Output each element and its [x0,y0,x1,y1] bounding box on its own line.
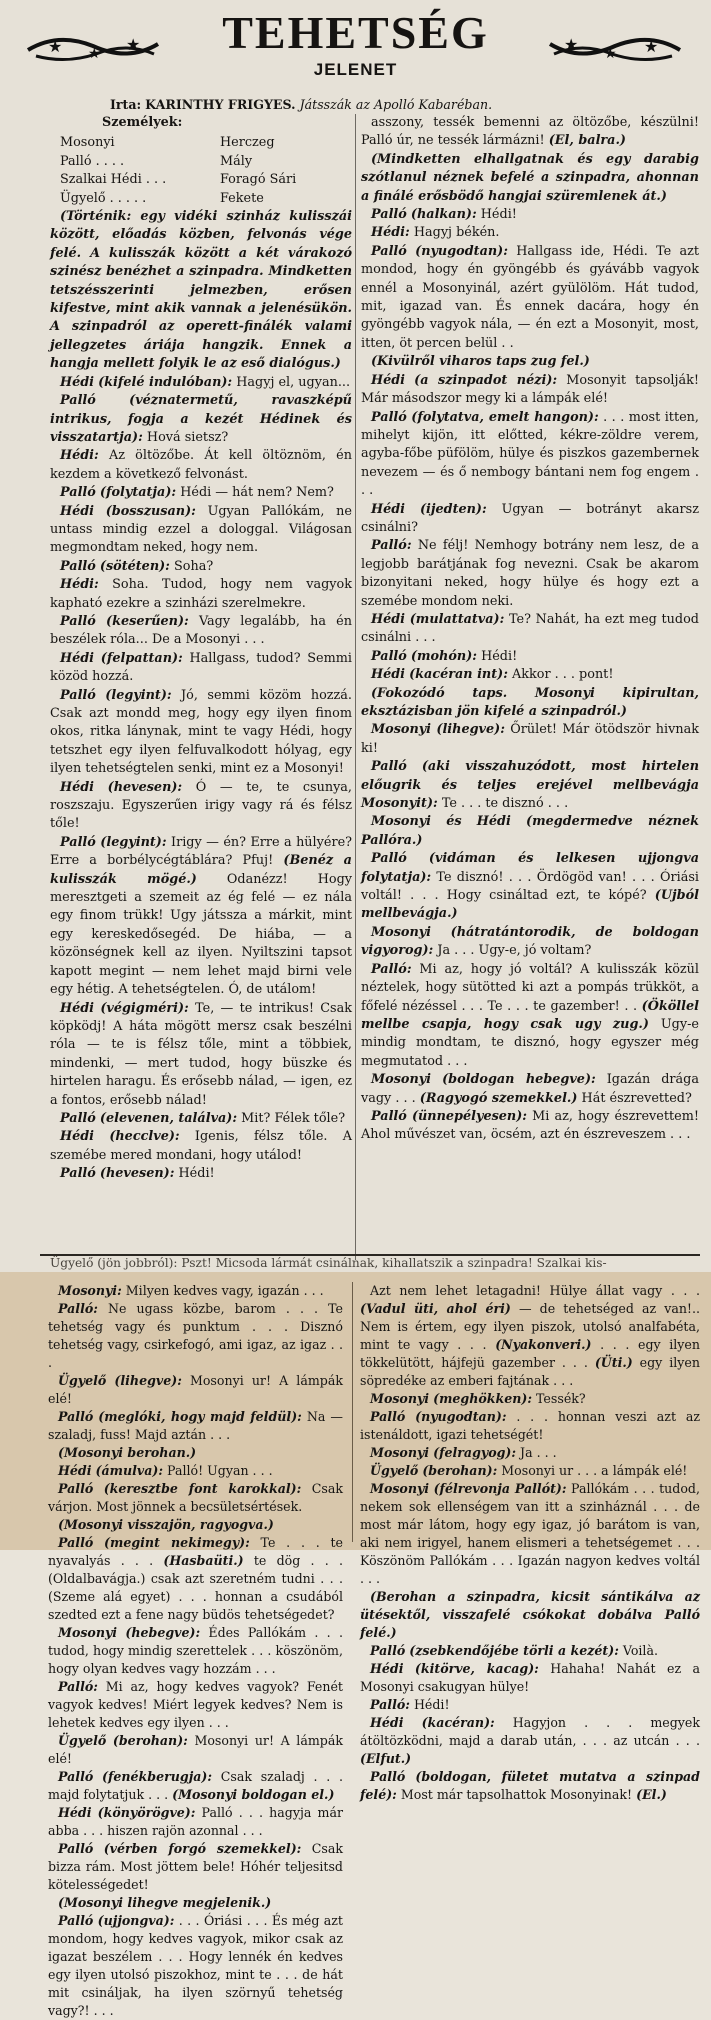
dialogue-line [50,447,352,484]
stage-direction: (ijedten): [419,501,487,517]
dialogue-line [50,1128,352,1165]
stage-direction: (kifelé indulóban): [98,374,233,390]
lower-clipping [0,1272,711,2018]
stage-direction: (a szinpadot nézi): [414,372,558,388]
speaker-name: Palló [371,207,407,223]
speaker-name: Palló: [371,961,412,977]
stage-direction: (megint nekimegy): [104,1535,250,1550]
dialogue-line [50,576,352,613]
dialogue-line [48,1480,343,1516]
dialogue-text: Ugyan Pallókám, ne untass mindig ezzel a dologgal. Világosan megmondtam neked, hogy nem. [50,503,352,556]
dialogue-text: Hédi! [413,1697,450,1712]
dialogue-line [50,503,352,558]
dialogue-line [360,1660,700,1696]
stage-direction: (zsebkendőjébe törli a kezét): [409,1643,619,1658]
speaker-name: Palló [371,1108,407,1124]
speaker-name: Hédi [60,1129,95,1145]
stage-direction: (vérben forgó szemekkel): [103,1841,302,1856]
dialogue-line [50,1110,352,1128]
dialogue-text: Jó, semmi közöm hozzá. Csak azt mondd meg, hogy egy ilyen finom okos, ritka lánynak, mint te vagy Hédi, hogy tetszhet egy ilyen felfuvalkodott hólyag, egy ilyen tehetségtelen senki, mint ez a Mosonyi! [50,687,352,777]
speaker-name: Palló [371,409,407,425]
speaker-name: Mosonyi [371,722,432,738]
dialogue-text: Mit? Félek tőle? [241,1110,346,1126]
dialogue-text: Te, — te intrikus! Csak köpködj! A háta mögött mersz csak beszélni róla — te is félsz tőle, mint a többiek, mindenki, — mert tudod, hogy büszke és hirtelen haragu. És erősebb nálad, — igen, ez a fontos, erősebb nálad! [50,1000,352,1108]
dialogue-text: egy ilyen söpredéke az emberi fajtának . . . [360,1355,700,1388]
dialogue-text: te dög . . . (Oldalbavágja.) csak azt szeretném tudni . . . (Szeme alá egyet) . . . honnan a csudából szedted ezt a fene nagy büdös tehetségedet? [48,1553,343,1622]
page-subtitle: JELENET [313,60,398,79]
dialogue-line [361,537,699,611]
stage-direction: (Benéz a kulisszák mögé.) [50,853,352,887]
stage-direction: (nyugodtan): [415,243,508,259]
speaker-name: Mosonyi [58,1625,118,1640]
speaker-name: Palló [370,1769,406,1784]
speaker-name: Palló [371,851,407,867]
dialogue-text: Soha. Tudod, hogy nem vagyok kapható ezekre a szinházi szerelmekre. [50,577,352,611]
dialogue-text: Hagyjon . . . megyek átöltözködni, majd a darab után, . . . az utcán . . . [360,1715,700,1748]
dialogue-line [48,1768,343,1804]
dialogue-text: Te disznó! . . . Ördögöd van! . . . Óriási voltál! . . . Hogy csináltad ezt, te kópé? [361,869,699,904]
speaker-name: Palló [58,1409,94,1424]
stage-direction: (kitörve, kacag): [414,1661,539,1676]
stage-direction: (ünnepélyesen): [411,1108,528,1124]
speaker-name: Palló [60,558,96,574]
speaker-name: Hédi [371,611,406,627]
stage-direction: (Nyakonveri.) [495,1337,592,1352]
dialogue-text: Ne félj! Nemhogy botrány nem lesz, de a legjobb barátjának fog nevezni. Csak be akarom bizonyitani neked, hogy hülye és hogy ezt a szemébe mondom neki. [361,538,699,609]
dialogue-text: Mi az, hogy kedves vagyok? Fenét vagyok kedves! Miért legyek kedves? Nem is lehetek kedves egy ilyen . . . [48,1679,343,1730]
stage-direction: (nyugodtan): [415,1409,507,1424]
dialogue-line [50,558,352,576]
dialogue-text: Mi az, hogy jó voltál? A kulisszák közül néztelek, hogy sütötted ki azt a pompás trükköt, a főfelé nézéssel . . . Te . . . te gazember! . . [361,961,699,1014]
speaker-name: Mosonyi: [58,1283,122,1298]
stage-direction: (hevesen): [99,1166,175,1182]
speaker-name: Palló: [58,1679,98,1694]
dialogue-line [360,1390,700,1408]
dialogue-line [50,687,352,779]
stage-direction: (vidáman és lelkesen ujjongva folytatja): [361,851,699,885]
stage-direction: (Mindketten elhallgatnak és egy darabig szótlanul néznek befelé a szinpadra, ahonnan a finálé erősbödő hangjai szüremlenek át.) [361,151,699,204]
stage-direction: (Üti.) [594,1355,633,1370]
speaker-name: Hédi: [371,225,410,241]
dialogue-text: Ja . . . [520,1445,557,1460]
dialogue-line [48,1408,343,1444]
speaker-name: Palló [370,1643,406,1658]
speaker-name: Mosonyi [371,924,432,940]
dialogue-text: Milyen kedves vagy, igazán . . . [125,1283,324,1298]
stage-direction: (sötéten): [99,558,170,574]
speaker-name: Palló [58,1769,94,1784]
speaker-name: Palló [60,393,96,409]
dialogue-line [50,650,352,687]
stage-direction: (hevesen): [107,779,183,795]
speaker-name: Hédi [371,667,406,683]
dialogue-text: Most már tapsolhattok Mosonyinak! [400,1787,633,1802]
stage-direction: (Ragyogó szemekkel.) [419,1090,578,1106]
cast-actor: Fekete [220,190,264,206]
stage-direction: (ujjongva): [97,1913,175,1928]
stage-direction: (lihegve): [436,722,505,738]
svg-text:★: ★ [604,46,617,62]
dialogue-line [48,1912,343,2020]
stage-direction: (El, balra.) [548,133,626,149]
right-column [361,114,699,1145]
stage-direction: (legyint): [100,834,167,850]
speaker-name: Hédi [60,650,95,666]
cast-role: Palló . . . . [60,153,125,169]
cast-actor: Mály [220,153,253,169]
cast-actor: Foragó Sári [220,172,297,188]
dialogue-text: Palló! Ugyan . . . [167,1463,273,1478]
dialogue-text: Mosonyi ur! A lámpák elé! [48,1373,343,1406]
stage-direction: (hebegve): [125,1625,201,1640]
dialogue-line [361,353,699,371]
cut-off-text: Ügyelő (jön jobbról): Pszt! Micsoda lármát csinálnak, kihallatszik a szinpadra! Szalkai kis- [50,1256,607,1270]
dialogue-text: — de tehetséged az van!.. Nem is értem, egy ilyen piszok, utolsó analfabéta, mint te vagy . . . [360,1301,701,1352]
column-divider [355,114,356,1260]
dialogue-text: Hát észrevetted? [581,1090,692,1106]
dialogue-line [48,1534,343,1624]
dialogue-line [361,372,699,409]
stage-direction: (boldogan hebegve): [442,1072,596,1088]
dialogue-line [360,1696,700,1714]
stage-direction: (félrevonja Pallót): [433,1481,567,1496]
dialogue-text: Mi az, hogy észrevettem! Ahol művészet van, öcsém, azt én észreveszem . . . [361,1108,699,1143]
dialogue-line [361,206,699,224]
svg-text:★: ★ [644,37,659,56]
speaker-name: Palló [58,1913,94,1928]
dialogue-text: Vagy legalább, ha én beszélek róla... De a Mosonyi . . . [50,613,352,648]
dialogue-line [48,1372,343,1408]
dialogue-line [50,613,352,650]
dialogue-text: Na — szaladj, fuss! Majd aztán . . . [48,1409,343,1442]
stage-direction: (meglóki, hogy majd feldül): [98,1409,302,1424]
dialogue-text: asszony, tessék bemenni az öltözőbe, készülni! Palló úr, ne tessék lármázni! [361,115,699,149]
cast-heading: Személyek: [102,115,183,130]
dialogue-line [50,834,352,1000]
stage-direction: (hátratántorodik, de boldogan vigyorog): [361,924,699,959]
speaker-name: Hédi: [60,577,99,593]
dialogue-text: Hová sietsz? [146,429,229,445]
dialogue-text: Mosonyit tapsolják! Már másodszor megy ki a lámpák elé! [361,372,699,407]
stage-direction: (Vadul üti, ahol éri) [360,1301,511,1316]
dialogue-line [361,961,699,1071]
stage-direction: (Hasbaüti.) [163,1553,244,1568]
stage-direction: (Elfut.) [360,1751,412,1766]
speaker-name: Hédi [58,1805,92,1820]
dialogue-line [48,1282,343,1300]
dialogue-line [50,1000,352,1110]
cast-role: Szalkai Hédi . . . [60,172,167,188]
dialogue-text: Hahaha! Nahát ez a Mosonyi csakugyan hülye! [360,1661,700,1694]
dialogue-text: Hédi! [480,207,517,223]
stage-direction: (El.) [636,1787,667,1802]
stage-direction: (boldogan, fületet mutatva a szinpad felé): [360,1769,700,1802]
stage-direction: (meghökken): [433,1391,532,1406]
dialogue-line [361,501,699,538]
dialogue-line [360,1642,700,1660]
dialogue-text: Irigy — én? Erre a hülyére? Erre a borbélycégtáblára? Pfuj! [50,834,352,869]
dialogue-text: . . . egy ilyen tökkelütött, hájfejü gazember . . . [360,1337,700,1370]
dialogue-text: Csak várjon. Most jönnek a becsületsértések. [48,1481,343,1514]
dialogue-line [360,1480,700,1588]
stage-direction: (berohan): [112,1733,188,1748]
dialogue-text: Hédi! [481,648,518,664]
stage-direction: Mosonyi és Hédi (megdermedve néznek Pallóra.) [361,814,699,848]
cast-list [60,134,352,208]
byline-suffix: Játsszák az Apolló Kabaréban. [299,97,493,112]
speaker-name: Hédi [370,1715,404,1730]
stage-direction: (bosszusan): [105,503,196,519]
dialogue-line [48,1804,343,1840]
speaker-name: Hédi [60,503,95,519]
dialogue-line [361,114,699,151]
dialogue-line [48,1300,343,1372]
speaker-name: Mosonyi [371,1072,432,1088]
dialogue-line [361,721,699,758]
stage-direction: (aki visszahuzódott, most hirtelen előugrik és teljes erejével mellbevágja Mosonyit): [361,759,699,812]
svg-text:★: ★ [48,37,63,56]
speaker-name: Palló [60,485,96,501]
stage-direction: (hecclve): [109,1129,180,1145]
speaker-name: Hédi [60,374,95,390]
dialogue-text: Mosonyi ur . . . a lámpák elé! [501,1463,688,1478]
stage-direction: (kacéran): [421,1715,495,1730]
dialogue-text: Hallgass, tudod? Semmi közöd hozzá. [50,650,352,685]
stage-direction: (Mosonyi berohan.) [58,1445,197,1460]
dialogue-line [361,685,699,722]
dialogue-line [48,1462,343,1480]
stage-direction: (Kivülről viharos taps zug fel.) [371,354,590,370]
dialogue-line [361,243,699,353]
dialogue-text: Te . . . te nyavalyás . . . [48,1535,343,1568]
stage-direction: (folytatva, emelt hangon): [411,409,599,425]
stage-direction: (Mosonyi visszajön, ragyogva.) [58,1517,274,1532]
dialogue-line [361,224,699,242]
dialogue-line [361,1108,699,1145]
speaker-name: Mosonyi [370,1445,430,1460]
dialogue-text: Az öltözőbe. Át kell öltöznöm, én kezdem a következő felvonást. [50,448,352,482]
stage-direction: (felragyog): [433,1445,517,1460]
dialogue-line [48,1732,343,1768]
speaker-name: Palló [371,648,407,664]
speaker-name: Hédi [371,372,406,388]
dialogue-text: Édes Pallókám . . . tudod, hogy mindig szerettelek . . . köszönöm, hogy olyan kedves vagy hozzám . . . [48,1625,343,1676]
cast-actor: Herczeg [220,135,275,151]
stage-direction: (elevenen, találva): [99,1110,238,1126]
dialogue-text: Palló . . . hagyja már abba . . . hiszen rajön azonnal . . . [48,1805,343,1838]
dialogue-line [50,392,352,447]
stage-direction: (felpattan): [100,650,183,666]
stage-direction: (Történik: egy vidéki szinház kulisszái között, előadás közben, felvonás vége felé. A kulisszák között a két várakozó szinész benézhet a szinpadra. Mindketten tetszésszerinti jelmezben, erősen kifestve, mint akik vannak a jelenésükön. A szinpadról az operett-finálék valami jellegzetes áriája hangzik. Ennek a hangja mellett folyik le az eső dialógus.) [50,209,352,372]
speaker-name: Ügyelő [58,1373,107,1388]
dialogue-text: Ne ugass közbe, barom . . . Te tehetség vagy és punktum . . . Disznó tehetség vagy, csirkefogó, ami igaz, az igaz . . . [48,1301,343,1370]
dialogue-line [360,1768,700,1804]
dialogue-text: . . . Óriási . . . És még azt mondom, hogy kedves vagyok, mikor csak az igazat beszélem . . . Hogy lennék én kedves egy ilyen utolsó piszokhoz, mint te . . . de hát mit csináljak, ha ilyen szörnyű tehetség vagy?! . . . [48,1913,343,2018]
dialogue-line [361,151,699,206]
dialogue-line [50,779,352,834]
speaker-name: Palló [60,613,96,629]
stage-direction: (lihegve): [114,1373,182,1388]
speaker-name: Hédi [371,501,406,517]
dialogue-text: Hédi! [178,1166,215,1182]
dialogue-line [360,1462,700,1480]
lower-column-divider [352,1282,353,1542]
dialogue-line [50,484,352,502]
speaker-name: Palló [60,1166,96,1182]
dialogue-line [361,611,699,648]
stage-direction: (könyörögve): [97,1805,196,1820]
speaker-name: Palló: [371,538,412,554]
dialogue-text: Soha? [173,558,214,574]
stage-direction: (ámulva): [95,1463,164,1478]
dialogue-text: Csak bizza rám. Most jöttem bele! Hóhér teljesitsd kötelességedet! [48,1841,343,1892]
stage-direction: (Mosonyi lihegve megjelenik.) [58,1895,272,1910]
speaker-name: Palló [60,1110,96,1126]
page-title: TEHETSÉG [222,7,489,58]
stage-direction: (berohan): [422,1463,498,1478]
dialogue-text: Igenis, félsz tőle. A szemébe mered mondani, hogy utálod! [50,1129,352,1163]
speaker-name: Palló [371,759,407,775]
dialogue-line [48,1624,343,1678]
speaker-name: Palló [371,243,407,259]
stage-direction: (fenékberugja): [102,1769,213,1784]
dialogue-line [361,648,699,666]
stage-direction: (Ujból mellbevágja.) [361,888,699,922]
stage-direction: (mohón): [410,648,477,664]
dialogue-line [361,1071,699,1108]
speaker-name: Hédi [60,1000,95,1016]
speaker-name: Ügyelő [58,1733,107,1748]
lower-left-column [48,1282,343,2020]
stage-direction: (keserűen): [106,613,189,629]
dialogue-line [50,1165,352,1183]
dialogue-line [50,208,352,374]
stage-direction: (véznatermetű, ravaszképű intrikus, fogja a kezét Hédinek és visszatartja): [50,393,352,445]
dialogue-line [361,813,699,850]
speaker-name: Hédi [370,1661,404,1676]
stage-direction: (Mosonyi boldogan el.) [172,1787,335,1802]
byline-prefix: Irta: [110,97,142,112]
svg-text:★: ★ [126,35,141,54]
speaker-name: Mosonyi [370,1391,430,1406]
dialogue-text: Őrület! Már ötödször hivnak ki! [361,722,699,756]
dialogue-line [48,1894,343,1912]
dialogue-text: Igazán drága vagy . . . [361,1072,699,1106]
dialogue-text: Hallgass ide, Hédi. Te azt mondod, hogy én gyöngébb és gyávább vagyok ennél a Mosonyinál, azért gyülölöm. Hát tudod, mit, igazad van. És ennek dacára, hogy én gyöngébb vagyok nála, — én ezt a Mosonyit, most, itten, öt percen belül . . [361,243,699,351]
dialogue-text: Ó — te, te csunya, roszszaju. Egyszerűen irigy vagy rá és félsz tőle! [50,779,353,832]
stage-direction: (Berohan a szinpadra, kicsit sántikálva az ütésektől, visszafelé csókokat dobálva Palló felé.) [360,1589,700,1640]
stage-direction: (végigméri): [100,1000,189,1016]
dialogue-line [360,1714,700,1768]
speaker-name: Ügyelő [370,1463,419,1478]
speaker-name: Palló [60,834,96,850]
dialogue-text: Ugyan — botrányt akarsz csinálni? [361,501,699,535]
svg-text:★: ★ [88,46,101,62]
left-column-text [50,208,352,1184]
dialogue-line [361,409,699,501]
dialogue-line [361,850,699,924]
stage-direction: (halkan): [410,207,477,223]
dialogue-line [48,1840,343,1894]
dialogue-text: Mosonyi ur! A lámpák elé! [48,1733,343,1766]
dialogue-text: Csak szaladj . . . majd folytatjuk . . . [48,1769,343,1802]
cast-role: Mosonyi [60,135,115,151]
dialogue-text: Voilà. [622,1643,658,1658]
left-column [50,114,352,1184]
dialogue-line [360,1588,700,1642]
dialogue-text: . . . honnan veszi azt az istenáldott, igazi tehetségét! [360,1409,700,1442]
speaker-name: Mosonyi [370,1481,430,1496]
speaker-name: Palló: [58,1301,98,1316]
dialogue-line [48,1444,343,1462]
lower-right-column [360,1282,700,1804]
stage-direction: (kacéran int): [409,667,508,683]
dialogue-line [50,374,352,392]
stage-direction: (mulattatva): [409,611,505,627]
dialogue-text: Hagyj el, ugyan... [236,374,351,390]
dialogue-text: Pallókám . . . tudod, nekem sok ellenségem van itt a szinháznál . . . de most már látom, hogy egy igaz, jó barátom is van, aki nem irigyel, hanem elismeri a tehetségemet . . . Köszönöm Pallókám . . . Igazán nagyon kedves voltál . . . [360,1481,700,1586]
dialogue-line [361,666,699,684]
stage-direction: (Ököllel mellbe csapja, hogy csak ugy zug.) [361,998,699,1032]
dialogue-text: Azt nem lehet letagadni! Hülye állat vagy . . . [370,1283,700,1298]
stage-direction: (keresztbe font karokkal): [103,1481,302,1496]
dialogue-text: Tessék? [536,1391,586,1406]
dialogue-text: Ugy-e mindig mondtam, te disznó, hogy egyszer még megmutatod . . . [361,1016,699,1069]
stage-direction: (folytatja): [99,485,177,501]
dialogue-line [360,1408,700,1444]
dialogue-line [360,1282,700,1390]
dialogue-text: Hédi — hát nem? Nem? [180,485,334,501]
speaker-name: Palló [58,1841,94,1856]
dialogue-text: Hagyj békén. [413,225,500,241]
dialogue-line [48,1516,343,1534]
speaker-name: Hédi: [60,448,99,464]
stage-direction: (Fokozódó taps. Mosonyi kipirultan, eksztázisban jön kifelé a szinpadról.) [361,685,699,719]
speaker-name: Palló [60,687,96,703]
speaker-name: Hédi [58,1463,92,1478]
dialogue-line [361,758,699,813]
speaker-name: Palló [58,1481,94,1496]
dialogue-line [360,1444,700,1462]
dialogue-text: . . . most itten, mihelyt kijön, itt előtted, kékre-zöldre verem, agyba-főbe püfölöm, hülye és piszkos gazembernek nevezem — és ő nembogy bántani nem fog engem . . . [361,409,699,499]
dialogue-text: Odanézz! Hogy meresztgeti a szemeit az ég felé — ez nála egy finom trükk! Ugy játssza a márkit, mint egy kereskedősegéd. De hiába, — a közönségnek kell az ilyen. Nyiltszini tapsot kapott megint — nem lehet majd birni vele egy hétig. A tehetségtelen. Ó, de utálom! [50,871,352,998]
dialogue-line [48,1678,343,1732]
dialogue-text: Te? Nahát, ha ezt meg tudod csinálni . . . [361,611,699,646]
speaker-name: Hédi [60,779,95,795]
cast-role: Ügyelő . . . . . [60,190,147,206]
stage-direction: (legyint): [105,687,172,703]
byline-author: KARINTHY FRIGYES. [145,97,296,112]
speaker-name: Palló [370,1409,406,1424]
dialogue-text: Te . . . te disznó . . . [441,796,569,812]
dialogue-text: Ja . . . Ugy-e, jó voltam? [437,943,592,959]
dialogue-line [361,924,699,961]
speaker-name: Palló [58,1535,94,1550]
speaker-name: Palló: [370,1697,410,1712]
svg-text:★: ★ [564,35,579,54]
byline [110,96,700,114]
dialogue-text: Akkor . . . pont! [512,667,614,683]
